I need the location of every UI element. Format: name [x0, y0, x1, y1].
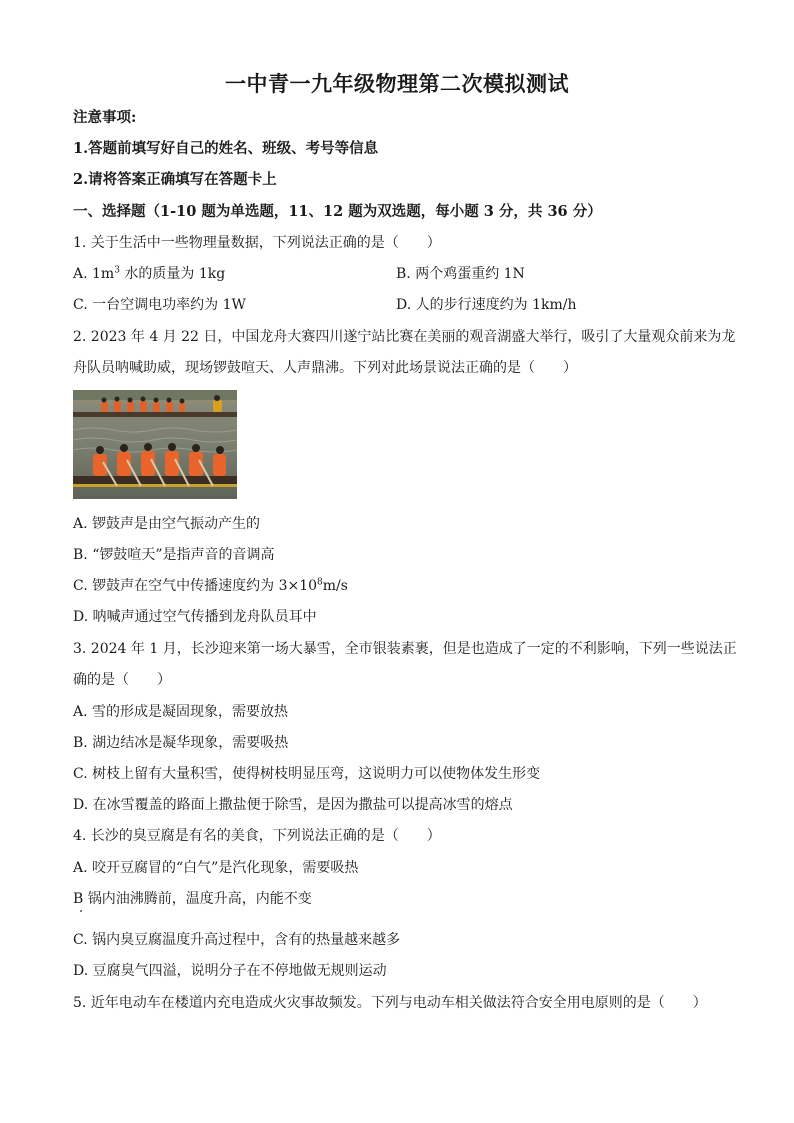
- q3-option-b: B. 湖边结冰是凝华现象，需要吸热: [73, 735, 289, 751]
- notice-item-2: 2.请将答案正确填写在答题卡上: [73, 171, 277, 188]
- q1-option-d: D. 人的步行速度约为 1km/h: [396, 297, 577, 313]
- q4-option-a: A. 咬开豆腐冒的“白气”是汽化现象，需要吸热: [73, 860, 359, 876]
- dragon-boat-photo: [73, 390, 237, 499]
- q2-option-d: D. 呐喊声通过空气传播到龙舟队员耳中: [73, 609, 317, 625]
- dragon-boat-image: [73, 390, 237, 499]
- q2-stem-line1: 2. 2023 年 4 月 22 日，中国龙舟大赛四川遂宁站比赛在美丽的观音湖盛大举行，吸引了大量观众前来为龙: [73, 329, 736, 345]
- q3-option-a: A. 雪的形成是凝固现象，需要放热: [73, 704, 289, 720]
- q1-option-b: B. 两个鸡蛋重约 1N: [396, 266, 525, 282]
- q4-option-b: B 锅内油沸腾前，温度升高，内能不变: [73, 891, 312, 907]
- q2-c-text: C. 锣鼓声在空气中传播速度约为 3×10: [73, 578, 318, 594]
- notice-item-1: 1.答题前填写好自己的姓名、班级、考号等信息: [73, 140, 379, 157]
- q1-option-c: C. 一台空调电功率约为 1W: [73, 297, 246, 313]
- q4-option-c: C. 锅内臭豆腐温度升高过程中，含有的热量越来越多: [73, 932, 401, 948]
- q5-stem: 5. 近年电动车在楼道内充电造成火灾事故频发。下列与电动车相关做法符合安全用电原则的是（ ）: [73, 995, 707, 1011]
- q4-stem: 4. 长沙的臭豆腐是有名的美食，下列说法正确的是（ ）: [73, 828, 441, 844]
- page-title: 一中青一九年级物理第二次模拟测试: [225, 71, 569, 96]
- stray-dot: [80, 910, 82, 912]
- q2-c-sup: 8: [317, 577, 323, 588]
- q1-a-text-post: 水的质量为 1kg: [119, 266, 226, 282]
- q4-option-d: D. 豆腐臭气四溢，说明分子在不停地做无规则运动: [73, 963, 387, 979]
- q2-option-a: A. 锣鼓声是由空气振动产生的: [73, 516, 261, 532]
- q1-stem: 1. 关于生活中一些物理量数据，下列说法正确的是（ ）: [73, 235, 441, 251]
- q3-stem-line1: 3. 2024 年 1 月，长沙迎来第一场大暴雪，全市银装素裹，但是也造成了一定的不利影响，下列一些说法正: [73, 641, 737, 657]
- section-heading: 一、选择题（1-10 题为单选题，11、12 题为双选题，每小题 3 分，共 36 分）: [73, 203, 602, 220]
- notice-heading: 注意事项:: [73, 109, 137, 126]
- q1-a-text: A. 1m: [73, 266, 115, 282]
- q3-stem-line2: 确的是（ ）: [73, 672, 171, 688]
- q1-option-a: [73, 264, 225, 284]
- q2-option-c: [73, 576, 348, 596]
- q2-option-b: B. “锣鼓喧天”是指声音的音调高: [73, 547, 275, 563]
- q3-option-d: D. 在冰雪覆盖的路面上撒盐便于除雪，是因为撒盐可以提高冰雪的熔点: [73, 797, 513, 813]
- q3-option-c: C. 树枝上留有大量积雪，使得树枝明显压弯，这说明力可以使物体发生形变: [73, 766, 541, 782]
- q1-a-sup: 3: [114, 265, 120, 276]
- q2-stem-line2: 舟队员呐喊助威，现场锣鼓喧天、人声鼎沸。下列对此场景说法正确的是（ ）: [73, 360, 577, 376]
- q2-c-text-post: m/s: [322, 578, 348, 594]
